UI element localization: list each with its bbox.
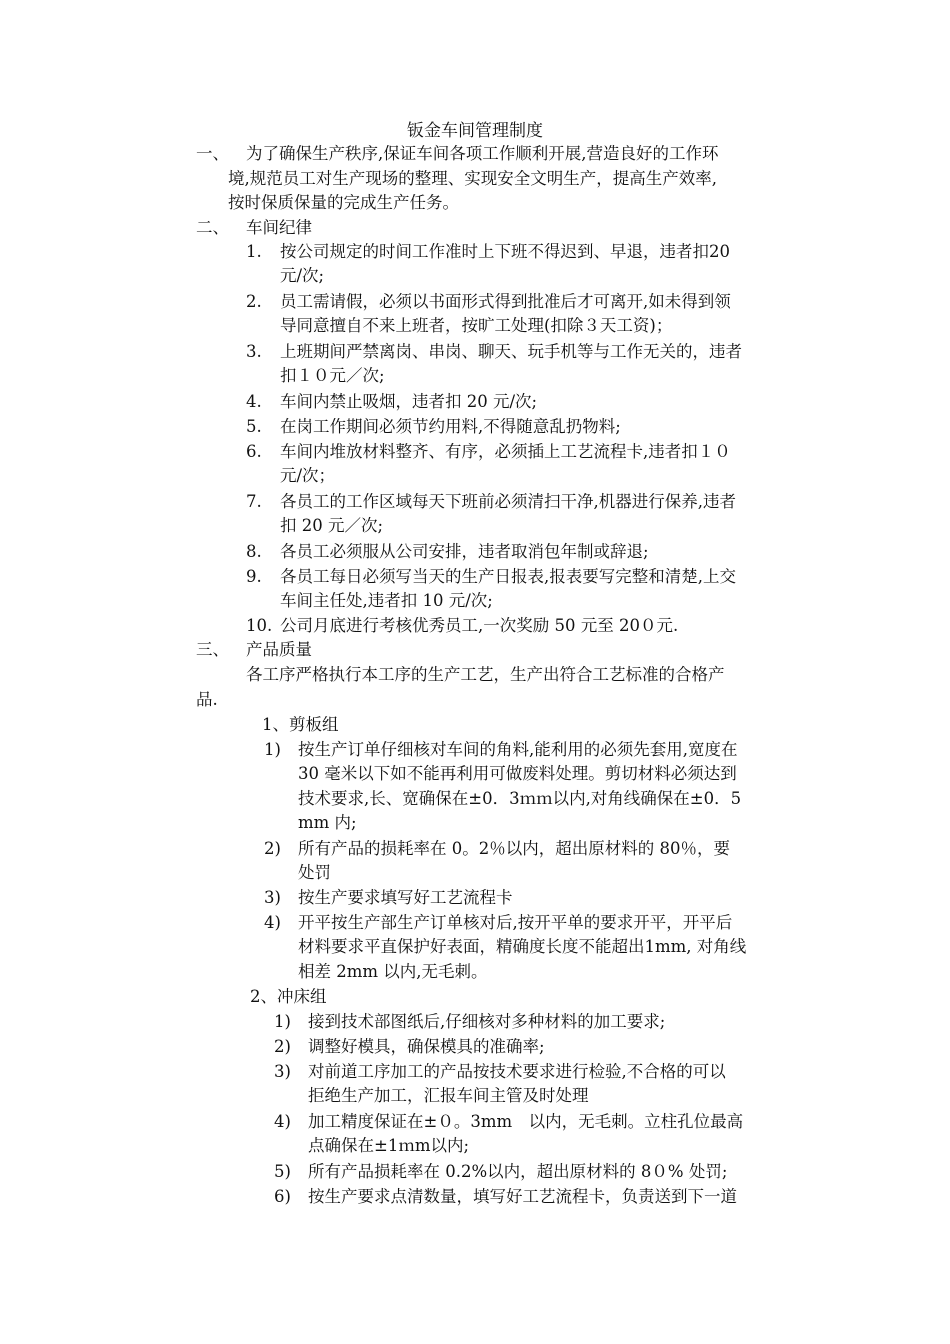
group-1-item-4-line-2: 材料要求平直保护好表面，精确度长度不能超出1mm, 对角线 (298, 937, 747, 956)
group-1-item-4-number: 4) (264, 913, 281, 932)
rule-10-line-1: 公司月底进行考核优秀员工,一次奖励 50 元至 20０元. (280, 616, 679, 635)
rule-3-number: 3. (246, 342, 262, 361)
rule-9-line-2: 车间主任处,违者扣 10 元/次; (280, 591, 493, 610)
rule-8-number: 8. (246, 542, 262, 561)
group-1-item-2-line-1: 所有产品的损耗率在 0。2％以内，超出原材料的 80％，要 (298, 839, 730, 858)
group-1-item-4-line-3: 相差 2mm 以内,无毛刺。 (298, 962, 488, 981)
rule-1-line-1: 按公司规定的时间工作准时上下班不得迟到、早退，违者扣20 (280, 242, 730, 261)
group-2-item-4-number: 4) (274, 1112, 291, 1131)
section-3-intro-line-2: 品. (196, 690, 218, 709)
rule-2-number: 2. (246, 292, 262, 311)
rule-7-line-1: 各员工的工作区域每天下班前必须清扫干净,机器进行保养,违者 (280, 492, 736, 511)
group-2-item-5-line-1: 所有产品损耗率在 0.2%以内，超出原材料的 8０% 处罚; (308, 1162, 728, 1181)
rule-2-line-1: 员工需请假，必须以书面形式得到批准后才可离开,如未得到领 (280, 292, 731, 311)
group-2-item-6-number: 6) (274, 1187, 291, 1206)
group-1-item-4-line-1: 开平按生产部生产订单核对后,按开平单的要求开平，开平后 (298, 913, 733, 932)
rule-6-line-1: 车间内堆放材料整齐、有序，必须插上工艺流程卡,违者扣１０ (280, 442, 731, 461)
rule-7-line-2: 扣 20 元／次; (280, 516, 384, 535)
rule-1-line-2: 元/次; (280, 266, 325, 285)
group-2-item-2-line-1: 调整好模具，确保模具的准确率; (308, 1037, 545, 1056)
rule-7-number: 7. (246, 492, 262, 511)
group-1-item-1-number: 1) (264, 740, 281, 759)
group-2-item-3-line-2: 拒绝生产加工，汇报车间主管及时处理 (308, 1086, 589, 1105)
section-1-line-2: 境,规范员工对生产现场的整理、实现安全文明生产，提高生产效率, (228, 169, 717, 188)
rule-9-line-1: 各员工每日必须写当天的生产日报表,报表要写完整和清楚,上交 (280, 567, 736, 586)
rule-8-line-1: 各员工必须服从公司安排，违者取消包年制或辞退; (280, 542, 649, 561)
section-2-number: 二、 (196, 218, 229, 237)
group-2-item-1-line-1: 接到技术部图纸后,仔细核对多种材料的加工要求; (308, 1012, 666, 1031)
rule-1-number: 1. (246, 242, 262, 261)
section-3-heading: 产品质量 (246, 640, 312, 659)
rule-3-line-2: 扣１０元／次; (280, 366, 385, 385)
group-2-item-4-line-2: 点确保在±1ｍm以内; (308, 1136, 470, 1155)
group-1-item-3-number: 3) (264, 888, 281, 907)
section-1-line-3: 按时保质保量的完成生产任务。 (228, 193, 459, 212)
section-3-intro-line-1: 各工序严格执行本工序的生产工艺，生产出符合工艺标准的合格产 (246, 665, 725, 684)
rule-5-line-1: 在岗工作期间必须节约用料,不得随意乱扔物料; (280, 417, 621, 436)
group-2-item-3-line-1: 对前道工序加工的产品按技术要求进行检验,不合格的可以 (308, 1062, 726, 1081)
rule-3-line-1: 上班期间严禁离岗、串岗、聊天、玩手机等与工作无关的，违者 (280, 342, 742, 361)
rule-9-number: 9. (246, 567, 262, 586)
rule-4-line-1: 车间内禁止吸烟，违者扣 20 元/次; (280, 392, 538, 411)
group-1-item-2-line-2: 处罚 (298, 863, 331, 882)
rule-2-line-2: 导同意擅自不来上班者，按旷工处理(扣除３天工资)； (280, 316, 673, 335)
section-3-number: 三、 (196, 640, 229, 659)
group-1-item-1-line-1: 按生产订单仔细核对车间的角料,能利用的必须先套用,宽度在 (298, 740, 738, 759)
group-1-item-1-line-2: 30 毫米以下如不能再利用可做废料处理。剪切材料必须达到 (298, 764, 737, 783)
group-1-item-3-line-1: 按生产要求填写好工艺流程卡 (298, 888, 513, 907)
group-1-title: 1、剪板组 (262, 715, 339, 734)
group-2-item-3-number: 3) (274, 1062, 291, 1081)
group-2-item-2-number: 2) (274, 1037, 291, 1056)
group-2-item-5-number: 5) (274, 1162, 291, 1181)
group-1-item-1-line-3: 技术要求,长、宽确保在±0．3ｍｍ以内,对角线确保在±0．5 (298, 789, 742, 808)
group-2-title: 2、冲床组 (250, 987, 327, 1006)
section-2-heading: 车间纪律 (246, 218, 312, 237)
group-2-item-4-line-1: 加工精度保证在±０。3mm 以内，无毛刺。立柱孔位最高 (308, 1112, 744, 1131)
group-1-item-2-number: 2) (264, 839, 281, 858)
rule-6-number: 6. (246, 442, 262, 461)
rule-10-number: 10. (246, 616, 273, 635)
rule-4-number: 4. (246, 392, 262, 411)
section-1-line-1: 为了确保生产秩序,保证车间各项工作顺利开展,营造良好的工作环 (246, 144, 719, 163)
document-title: 钣金车间管理制度 (407, 121, 543, 141)
group-1-item-1-line-4: mm 内; (298, 813, 357, 832)
group-2-item-1-number: 1) (274, 1012, 291, 1031)
rule-5-number: 5. (246, 417, 262, 436)
rule-6-line-2: 元/次； (280, 466, 336, 485)
section-1-number: 一、 (196, 144, 229, 163)
group-2-item-6-line-1: 按生产要求点清数量，填写好工艺流程卡，负责送到下一道 (308, 1187, 737, 1206)
